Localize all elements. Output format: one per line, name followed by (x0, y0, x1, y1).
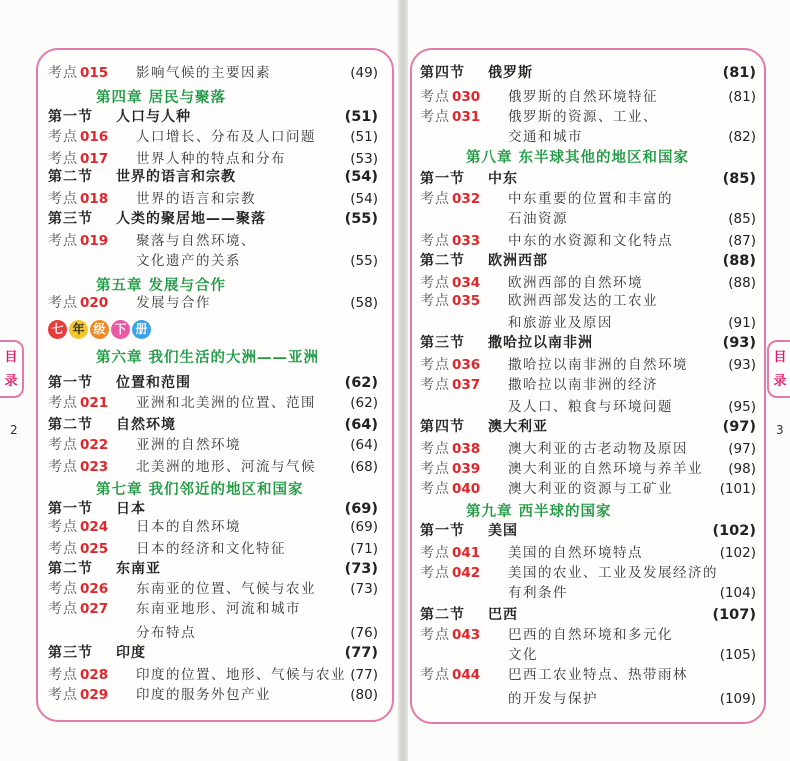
page-reference: (54) (344, 169, 378, 185)
page-reference: (81) (722, 65, 756, 81)
topic-entry-continuation[interactable] (48, 622, 378, 644)
section-title: 位置和范围 (116, 375, 191, 391)
topic-title: 欧洲西部的自然环境 (508, 275, 643, 291)
topic-entry[interactable] (420, 188, 756, 210)
grade-banner (48, 320, 151, 339)
topic-title: 和旅游业及原因 (508, 315, 613, 331)
topic-entry[interactable] (420, 478, 756, 500)
topic-label: 考点 (48, 151, 78, 167)
topic-title: 日本的自然环境 (136, 519, 241, 535)
topic-entry[interactable] (420, 374, 756, 396)
topic-number: 043 (452, 627, 481, 643)
grade-banner-char: 年 (69, 320, 88, 339)
page-reference: (81) (728, 89, 756, 105)
topic-entry[interactable] (48, 188, 378, 210)
page-reference: (101) (719, 481, 756, 497)
section-label: 第二节 (420, 253, 465, 269)
topic-label: 考点 (420, 481, 450, 497)
topic-label: 考点 (48, 65, 78, 81)
topic-label: 考点 (420, 357, 450, 373)
topic-title: 中东重要的位置和丰富的 (508, 191, 673, 207)
topic-title: 澳大利亚的资源与工矿业 (508, 481, 673, 497)
topic-entry[interactable] (420, 290, 756, 312)
topic-title: 撒哈拉以南非洲的经济 (508, 377, 658, 393)
section-entry[interactable] (48, 558, 378, 580)
section-entry[interactable] (420, 520, 756, 542)
topic-label: 考点 (48, 191, 78, 207)
topic-number: 017 (80, 151, 109, 167)
section-label: 第一节 (420, 523, 465, 539)
topic-number: 036 (452, 357, 481, 373)
section-title: 俄罗斯 (488, 65, 533, 81)
topic-title: 印度的位置、地形、气候与农业 (136, 667, 346, 683)
page-reference: (51) (350, 129, 378, 145)
topic-label: 考点 (48, 581, 78, 597)
topic-entry[interactable] (420, 664, 756, 686)
page-reference: (102) (719, 545, 756, 561)
topic-entry[interactable] (48, 684, 378, 706)
topic-entry[interactable] (420, 354, 756, 376)
topic-title: 日本的经济和文化特征 (136, 541, 286, 557)
section-entry[interactable] (420, 604, 756, 626)
topic-number: 027 (80, 601, 109, 617)
topic-label: 考点 (420, 545, 450, 561)
topic-entry-continuation[interactable] (420, 312, 756, 334)
topic-entry[interactable] (420, 86, 756, 108)
topic-title: 影响气候的主要因素 (136, 65, 271, 81)
left-side-tab (0, 340, 24, 398)
topic-label: 考点 (48, 233, 78, 249)
topic-title: 人口增长、分布及人口问题 (136, 129, 316, 145)
topic-title: 及人口、粮食与环境问题 (508, 399, 673, 415)
topic-number: 025 (80, 541, 109, 557)
topic-number: 039 (452, 461, 481, 477)
chapter-heading: 第八章 东半球其他的地区和国家 (466, 149, 690, 166)
page-reference: (51) (344, 109, 378, 125)
topic-label: 考点 (48, 667, 78, 683)
section-title: 自然环境 (116, 417, 176, 433)
page-reference: (54) (350, 191, 378, 207)
section-title: 东南亚 (116, 561, 161, 577)
page-reference: (91) (728, 315, 756, 331)
topic-entry[interactable] (420, 562, 756, 584)
topic-number: 040 (452, 481, 481, 497)
topic-label: 考点 (48, 129, 78, 145)
topic-entry-continuation[interactable] (48, 250, 378, 272)
section-title: 巴西 (488, 607, 518, 623)
section-entry[interactable] (420, 416, 756, 438)
page-reference: (73) (344, 561, 378, 577)
topic-entry[interactable] (420, 458, 756, 480)
page-reference: (107) (712, 607, 756, 623)
topic-number: 018 (80, 191, 109, 207)
topic-number: 020 (80, 295, 109, 311)
page-reference: (85) (722, 171, 756, 187)
topic-number: 022 (80, 437, 109, 453)
page-reference: (105) (719, 647, 756, 663)
grade-banner-char: 下 (111, 320, 130, 339)
topic-number: 042 (452, 565, 481, 581)
topic-title: 文化遗产的关系 (136, 253, 241, 269)
topic-entry[interactable] (48, 62, 378, 84)
topic-label: 考点 (48, 687, 78, 703)
topic-entry[interactable] (48, 456, 378, 478)
page-reference: (58) (350, 295, 378, 311)
topic-label: 考点 (48, 395, 78, 411)
section-title: 撒哈拉以南非洲 (488, 335, 593, 351)
topic-entry[interactable] (48, 392, 378, 414)
topic-number: 038 (452, 441, 481, 457)
page-reference: (97) (728, 441, 756, 457)
topic-entry[interactable] (48, 664, 378, 686)
chapter-heading: 第五章 发展与合作 (96, 277, 227, 294)
section-label: 第二节 (48, 561, 93, 577)
topic-entry-continuation[interactable] (420, 582, 756, 604)
page-reference: (68) (350, 459, 378, 475)
section-title: 人口与人种 (116, 109, 191, 125)
page-reference: (76) (350, 625, 378, 641)
topic-entry[interactable] (420, 230, 756, 252)
side-tab-char: 录 (4, 374, 18, 389)
topic-number: 016 (80, 129, 109, 145)
section-title: 世界的语言和宗教 (116, 169, 236, 185)
page-reference: (80) (350, 687, 378, 703)
chapter-heading: 第九章 西半球的国家 (466, 503, 612, 520)
topic-number: 041 (452, 545, 481, 561)
topic-label: 考点 (420, 441, 450, 457)
page-reference: (71) (350, 541, 378, 557)
section-label: 第三节 (48, 211, 93, 227)
topic-label: 考点 (420, 233, 450, 249)
side-tab-char: 录 (773, 374, 787, 389)
section-entry[interactable] (420, 332, 756, 354)
topic-title: 亚洲和北美洲的位置、范围 (136, 395, 316, 411)
topic-title: 北美洲的地形、河流与气候 (136, 459, 316, 475)
section-title: 印度 (116, 645, 146, 661)
section-label: 第一节 (48, 109, 93, 125)
page-reference: (87) (728, 233, 756, 249)
page-reference: (88) (722, 253, 756, 269)
section-title: 美国 (488, 523, 518, 539)
page-reference: (53) (350, 151, 378, 167)
page-reference: (102) (712, 523, 756, 539)
page-reference: (55) (350, 253, 378, 269)
page-reference: (62) (350, 395, 378, 411)
chapter-heading: 第七章 我们邻近的地区和国家 (96, 481, 304, 498)
topic-title: 分布特点 (136, 625, 196, 641)
topic-entry[interactable] (420, 438, 756, 460)
topic-entry[interactable] (48, 126, 378, 148)
topic-title: 文化 (508, 647, 538, 663)
topic-title: 印度的服务外包产业 (136, 687, 271, 703)
topic-number: 028 (80, 667, 109, 683)
topic-entry-continuation[interactable] (420, 208, 756, 230)
page-reference: (97) (722, 419, 756, 435)
section-title: 日本 (116, 501, 146, 517)
page-reference: (104) (719, 585, 756, 601)
grade-banner-char: 级 (90, 320, 109, 339)
topic-number: 024 (80, 519, 109, 535)
topic-entry-continuation[interactable] (420, 688, 756, 710)
topic-title: 欧洲西部发达的工农业 (508, 293, 658, 309)
chapter-heading: 第四章 居民与聚落 (96, 89, 227, 106)
book-spine (398, 0, 408, 761)
page-reference: (49) (350, 65, 378, 81)
section-label: 第二节 (420, 607, 465, 623)
page-reference: (88) (728, 275, 756, 291)
topic-entry[interactable] (48, 538, 378, 560)
section-label: 第一节 (420, 171, 465, 187)
topic-label: 考点 (48, 295, 78, 311)
topic-number: 019 (80, 233, 109, 249)
page-reference: (95) (728, 399, 756, 415)
page-reference: (82) (728, 129, 756, 145)
topic-label: 考点 (420, 461, 450, 477)
topic-entry[interactable] (48, 292, 378, 314)
page-reference: (69) (350, 519, 378, 535)
topic-label: 考点 (420, 667, 450, 683)
topic-label: 考点 (420, 565, 450, 581)
topic-title: 澳大利亚的古老动物及原因 (508, 441, 688, 457)
topic-title: 美国的农业、工业及发展经济的 (508, 565, 718, 581)
topic-label: 考点 (420, 293, 450, 309)
section-label: 第一节 (48, 375, 93, 391)
topic-number: 034 (452, 275, 481, 291)
topic-number: 033 (452, 233, 481, 249)
topic-number: 021 (80, 395, 109, 411)
topic-entry[interactable] (48, 230, 378, 252)
topic-title: 聚落与自然环境、 (136, 233, 256, 249)
section-title: 澳大利亚 (488, 419, 548, 435)
page-reference: (64) (350, 437, 378, 453)
section-entry[interactable] (48, 208, 378, 230)
section-entry[interactable] (48, 372, 378, 394)
section-entry[interactable] (420, 168, 756, 190)
grade-banner-char: 七 (48, 320, 67, 339)
page-reference: (93) (728, 357, 756, 373)
topic-title: 巴西工农业特点、热带雨林 (508, 667, 688, 683)
topic-title: 澳大利亚的自然环境与养羊业 (508, 461, 703, 477)
topic-title: 有利条件 (508, 585, 568, 601)
topic-title: 撒哈拉以南非洲的自然环境 (508, 357, 688, 373)
topic-number: 026 (80, 581, 109, 597)
side-tab-char: 目 (4, 350, 18, 365)
section-label: 第二节 (48, 169, 93, 185)
page-reference: (73) (350, 581, 378, 597)
topic-entry[interactable] (420, 624, 756, 646)
section-entry[interactable] (48, 642, 378, 664)
topic-entry[interactable] (48, 434, 378, 456)
topic-number: 031 (452, 109, 481, 125)
section-entry[interactable] (48, 166, 378, 188)
topic-label: 考点 (420, 191, 450, 207)
topic-title: 石油资源 (508, 211, 568, 227)
section-title: 中东 (488, 171, 518, 187)
section-label: 第四节 (420, 419, 465, 435)
topic-title: 发展与合作 (136, 295, 211, 311)
topic-label: 考点 (420, 377, 450, 393)
section-entry[interactable] (420, 250, 756, 272)
topic-label: 考点 (48, 519, 78, 535)
page-reference: (93) (722, 335, 756, 351)
topic-number: 030 (452, 89, 481, 105)
topic-number: 044 (452, 667, 481, 683)
section-title: 人类的聚居地——聚落 (116, 211, 266, 227)
topic-label: 考点 (420, 275, 450, 291)
page-reference: (64) (344, 417, 378, 433)
page-reference: (77) (344, 645, 378, 661)
topic-title: 交通和城市 (508, 129, 583, 145)
section-label: 第二节 (48, 417, 93, 433)
page-reference: (98) (728, 461, 756, 477)
page-reference: (69) (344, 501, 378, 517)
topic-title: 亚洲的自然环境 (136, 437, 241, 453)
topic-number: 035 (452, 293, 481, 309)
topic-title: 巴西的自然环境和多元化 (508, 627, 673, 643)
page-reference: (109) (719, 691, 756, 707)
topic-entry-continuation[interactable] (420, 126, 756, 148)
topic-label: 考点 (420, 627, 450, 643)
page-reference: (77) (350, 667, 378, 683)
topic-entry[interactable] (420, 106, 756, 128)
side-tab-char: 目 (773, 350, 787, 365)
topic-title: 俄罗斯的自然环境特征 (508, 89, 658, 105)
section-label: 第四节 (420, 65, 465, 81)
section-entry[interactable] (48, 106, 378, 128)
topic-label: 考点 (48, 437, 78, 453)
page-reference: (55) (344, 211, 378, 227)
section-label: 第三节 (420, 335, 465, 351)
topic-title: 俄罗斯的资源、工业、 (508, 109, 658, 125)
right-page-number: 3 (776, 423, 784, 437)
topic-title: 中东的水资源和文化特点 (508, 233, 673, 249)
grade-banner-char: 册 (132, 320, 151, 339)
topic-label: 考点 (48, 601, 78, 617)
topic-number: 023 (80, 459, 109, 475)
chapter-heading: 第六章 我们生活的大洲——亚洲 (96, 349, 320, 366)
topic-number: 015 (80, 65, 109, 81)
topic-number: 029 (80, 687, 109, 703)
topic-title: 的开发与保护 (508, 691, 598, 707)
topic-label: 考点 (48, 459, 78, 475)
topic-title: 世界人种的特点和分布 (136, 151, 286, 167)
section-entry[interactable] (48, 414, 378, 436)
section-label: 第三节 (48, 645, 93, 661)
topic-label: 考点 (48, 541, 78, 557)
topic-title: 东南亚的位置、气候与农业 (136, 581, 316, 597)
topic-title: 美国的自然环境特点 (508, 545, 643, 561)
topic-entry[interactable] (420, 542, 756, 564)
topic-entry-continuation[interactable] (420, 644, 756, 666)
section-title: 欧洲西部 (488, 253, 548, 269)
topic-label: 考点 (420, 109, 450, 125)
topic-title: 世界的语言和宗教 (136, 191, 256, 207)
topic-title: 东南亚地形、河流和城市 (136, 601, 301, 617)
page-reference: (62) (344, 375, 378, 391)
right-side-tab (767, 340, 790, 398)
left-page-number: 2 (10, 423, 18, 437)
topic-entry[interactable] (48, 516, 378, 538)
topic-entry-continuation[interactable] (420, 396, 756, 418)
topic-number: 032 (452, 191, 481, 207)
section-label: 第一节 (48, 501, 93, 517)
page-reference: (85) (728, 211, 756, 227)
section-entry[interactable] (420, 62, 756, 84)
topic-number: 037 (452, 377, 481, 393)
topic-entry[interactable] (48, 598, 378, 620)
topic-entry[interactable] (48, 578, 378, 600)
topic-label: 考点 (420, 89, 450, 105)
